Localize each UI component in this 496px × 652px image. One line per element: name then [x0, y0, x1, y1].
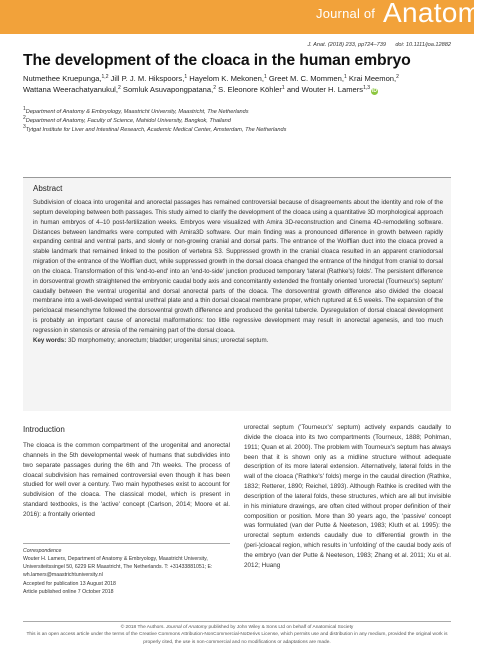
author[interactable]: Nutmethee Kruepunga,$^{1,2}$ [23, 74, 109, 83]
author-list [23, 73, 453, 95]
accepted-date: Accepted for publication 13 August 2018 [23, 581, 116, 587]
article-title: The development of the cloaca in the human embryo [23, 52, 411, 69]
introduction-heading: Introduction [23, 425, 65, 434]
publication-dates [23, 580, 230, 596]
keywords [33, 336, 443, 346]
author-conjunction: and [286, 85, 300, 94]
keywords-list: 3D morphometry; anorectum; bladder; urogenital sinus; urorectal septum. [68, 336, 269, 344]
footer-divider [23, 621, 451, 622]
citation-line [307, 42, 451, 48]
author[interactable]: Wattana Weerachatyanukul,$^2$ [23, 85, 121, 94]
copyright-footer [23, 624, 451, 646]
doi-link[interactable]: doi: 10.1111/joa.12882 [395, 42, 451, 48]
correspondence-text: Wouter H. Lamers, Department of Anatomy & Embryology, Maastricht University, Universiteitssingel 50, 6229 ER Maastricht, The Netherlands. T: +31433881051; E: wh.lamers@maastrichtuniversity.nl [23, 556, 213, 578]
license-text: This is an open access article under the terms of the Creative Commons Attribution-NonCommercial-NoDerivs License, which permits use and distribution in any medium, provided the original work is properly cited, the use is non-commercial and no modifications or adaptations are made. [26, 632, 448, 645]
abstract-body [33, 198, 443, 346]
intro-text-right: urorectal septum ('Tourneux's' septum) actively expands caudally to divide the cloaca into its two compartments (Tourneux, 1888; Pohlman, 1911; Quan et al. 2000). The problem with Tourneux's septum has always been that it is shown only as a midline structure without adequate description of its more lateral extension. Alternatively, lateral folds in the wall of the cloaca ('Rathke's' folds) merge in the caudal direction (Rathke, 1832; Retterer, 1890; Reichel, 1893). Although Rathke is credited with the description of the lateral folds, these structures, which are all but invisible in his miniature drawings, are often cited without proper definition of their composition or position. More than 30 years ago, the 'passive' concept was formulated (van der Putte & Neeteson, 1983; Kluth et al. 1995): the urorectal septum extends caudally due to differential growth in the (peri-)cloacal region, which results in 'unfolding' of the caudal body axis of the embryo (van der Putte & Neeteson, 1983; Zhang et al. 2011; Xu et al. 2012; Huang [244, 424, 451, 569]
author[interactable]: Hayelom K. Mekonen,$^1$ [189, 74, 267, 83]
author[interactable]: Jill P. J. M. Hikspoors,$^1$ [110, 74, 188, 83]
keywords-label: Key words: [33, 336, 67, 344]
author[interactable]: Krai Meemon,$^2$ [348, 74, 399, 83]
orcid-icon[interactable]: iD [372, 88, 378, 94]
affiliation: $^3$Tytgat Institute for Liver and Intestinal Research, Academic Medical Center, Amsterdam, The Netherlands [23, 123, 287, 133]
affiliation: $^2$Department of Anatomy, Faculty of Science, Mahidol University, Bangkok, Thailand [23, 114, 231, 124]
affiliation: $^1$Department of Anatomy & Embryology, Maastricht University, Maastricht, The Netherlands [23, 106, 249, 115]
abstract-heading: Abstract [33, 184, 63, 193]
author[interactable]: S. Eleonore Köhler$^1$ [218, 85, 285, 94]
correspondence [23, 547, 230, 579]
journal-name: Anatomy [383, 0, 496, 28]
divider [23, 543, 230, 544]
correspondence-label: Correspondence [23, 548, 62, 554]
citation: J. Anat. (2018) 233, pp724–739 [307, 42, 386, 48]
copyright-line: © 2018 The Authors. Journal of Anatomy published by John Wiley & Sons Ltd on behalf of Anatomical Society [120, 625, 354, 630]
intro-text-left: The cloaca is the common compartment of the urogenital and anorectal channels in the 5th developmental week of humans that subdivides into two separate passages during the 6th and 7th weeks. The process of cloacal subdivision has remained controversial even though it has been studied for well over a century. Two main hypotheses exist to account for subdivision of the cloaca. The classical model, which is present in standard textbooks, is the 'active' concept (Carlson, 2014; Moore et al. 2016): a frontally oriented [23, 442, 230, 518]
affiliations [23, 108, 453, 135]
author[interactable]: Wouter H. Lamers$^{1,3}$ iD [301, 85, 378, 94]
abstract-text: Subdivision of cloaca into urogenital and anorectal passages has remained controversial because of disagreements about the identity and role of the septum developing between both passages. This study aimed to clarify the development of the cloaca using a quantitative 3D morphological approach in human embryos of 4–10 post-fertilization weeks. Embryos were visualized with Amira 3D-reconstruction and Cinema 4D-remodelling software. Distances between landmarks were computed with Amira3D software. Our main finding was a pronounced difference in growth between rapidly expanding central and ventral parts, and slowly or non-growing cranial and dorsal parts. The entrance of the Wolffian duct into the cloaca proved a stable landmark that remained linked to the position of vertebra S3. Suppressed growth in the cranial cloaca resulted in an apparent craniodorsal migration of the entrance of the Wolffian duct, while suppressed growth in the dorsal cloaca changed the entrance of the hindgut from cranial to dorsal on the cloaca. Transformation of this 'end-to-end' into an 'end-to-side' junction produced temporary 'lateral (Rathke's) folds'. The persistent difference in dorsoventral growth straightened the embryonic caudal body axis and concomitantly extended the frontally oriented 'urorectal (Tourneux's) septum' caudally between the ventral urogenital and dorsal anorectal parts of the cloaca. The dorsoventral growth difference also divided the cloacal membrane into a well-developed ventral urethral plate and a thin dorsal cloacal membrane proper, which ruptured at 6.5 weeks. The expansion of the pericloacal mesenchyme followed the dorsoventral growth difference and produced the genital tubercle. Dysregulation of dorsal cloacal development is probably an important cause of anorectal malformations: too little regressive development may result in anorectal agenesis, and too much regression in stenosis or atresia of the remaining part of the dorsal cloaca. [33, 199, 443, 334]
author[interactable]: Greet M. C. Mommen,$^1$ [268, 74, 347, 83]
journal-prefix: Journal of [316, 6, 376, 21]
author[interactable]: Somluk Asuvapongpatana,$^2$ [122, 85, 217, 94]
published-date: Article published online 7 October 2018 [23, 589, 114, 595]
